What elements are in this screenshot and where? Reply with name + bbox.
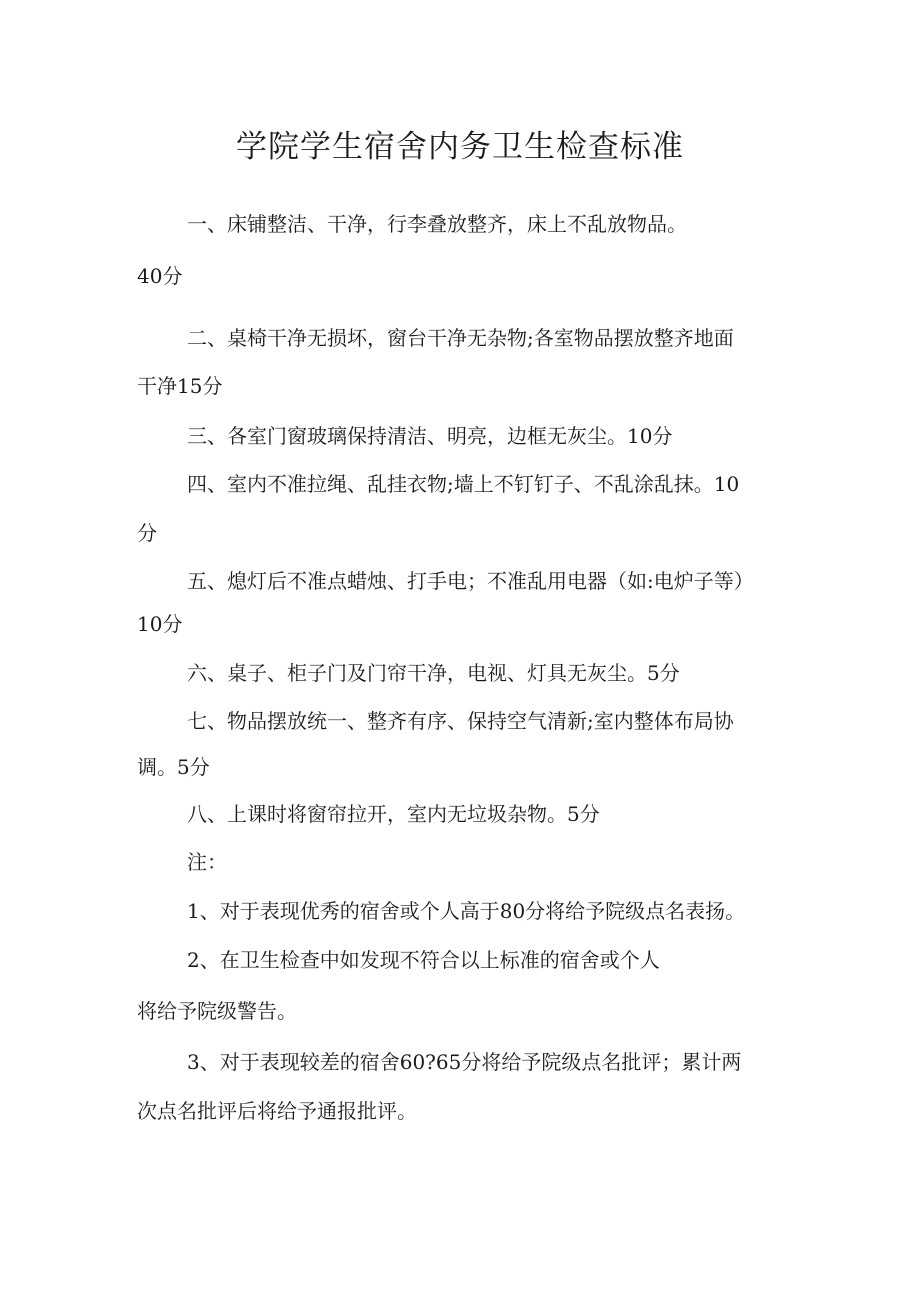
criterion-8-line-1: 八、上课时将窗帘拉开，室内无垃圾杂物。5分: [187, 802, 600, 826]
criterion-7-line-2: 调。5分: [137, 755, 210, 779]
document-title: 学院学生宿舍内务卫生检查标准: [236, 129, 684, 165]
criterion-5-line-2: 10分: [137, 612, 183, 636]
note-2-line-1: 2、在卫生检查中如发现不符合以上标准的宿舍或个人: [187, 948, 660, 972]
criterion-1-line-2: 40分: [137, 264, 183, 288]
note-1-line-1: 1、对于表现优秀的宿舍或个人高于80分将给予院级点名表扬。: [187, 899, 746, 923]
criterion-2-line-2: 干净15分: [137, 374, 223, 398]
note-3-line-1: 3、对于表现较差的宿舍60?65分将给予院级点名批评；累计两: [187, 1050, 742, 1074]
criterion-5-line-1: 五、熄灯后不准点蜡烛、打手电；不准乱用电器（如:电炉子等）: [187, 569, 754, 593]
criterion-4-line-2: 分: [137, 521, 157, 545]
criterion-4-line-1: 四、室内不准拉绳、乱挂衣物;墙上不钉钉子、不乱涂乱抹。10: [187, 472, 740, 496]
criterion-6-line-1: 六、桌子、柜子门及门帘干净，电视、灯具无灰尘。5分: [187, 661, 680, 685]
criterion-2-line-1: 二、桌椅干净无损坏，窗台干净无杂物;各室物品摆放整齐地面: [187, 326, 734, 350]
criterion-1-line-1: 一、床铺整洁、干净，行李叠放整齐，床上不乱放物品。: [187, 212, 687, 236]
note-3-line-2: 次点名批评后将给予通报批评。: [137, 1099, 417, 1123]
note-2-line-2: 将给予院级警告。: [137, 999, 297, 1023]
criterion-3-line-1: 三、各室门窗玻璃保持清洁、明亮，边框无灰尘。10分: [187, 424, 673, 448]
criterion-7-line-1: 七、物品摆放统一、整齐有序、保持空气清新;室内整体布局协: [187, 709, 734, 733]
note-heading: 注：: [187, 850, 227, 874]
